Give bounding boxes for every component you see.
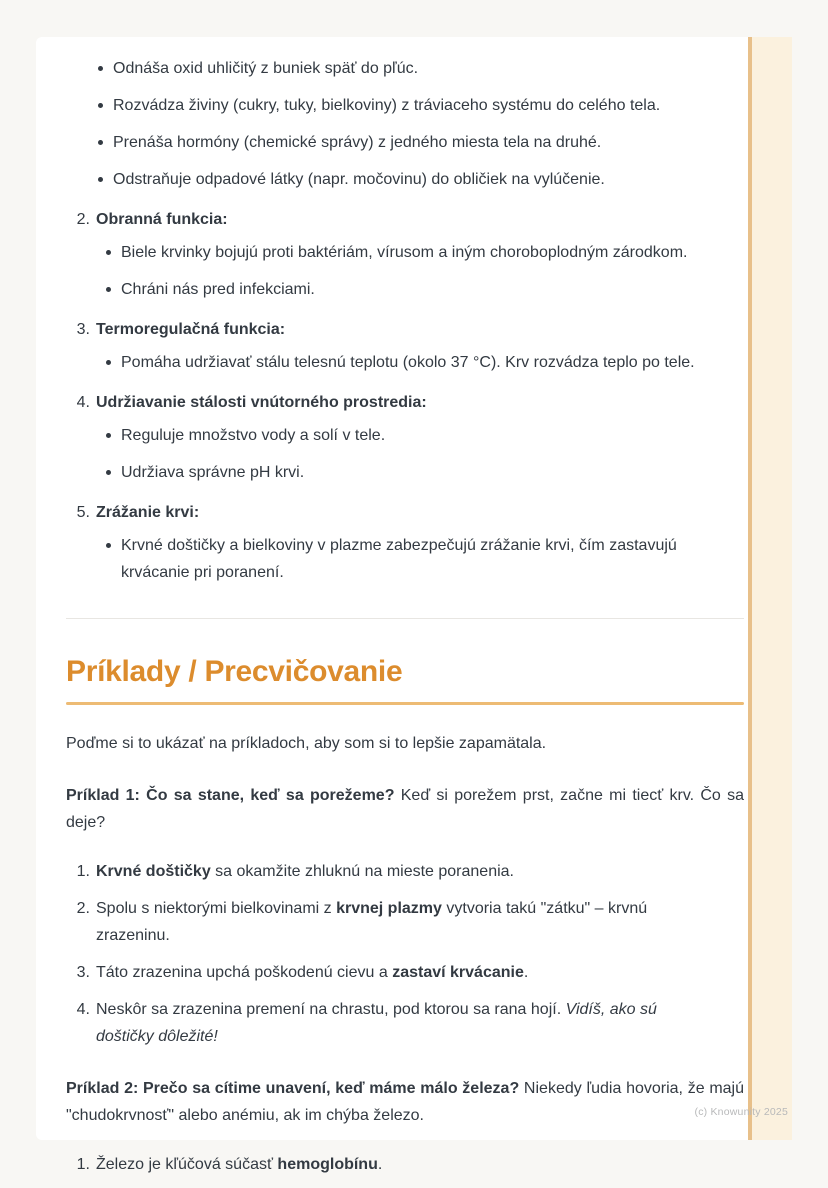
example2-question: Príklad 2: Prečo sa cítime unavení, keď máme málo železa? <box>66 1080 520 1097</box>
bullet-text: Pomáha udržiavať stálu telesnú teplotu (okolo 37 °C). Krv rozvádza teplo po tele. <box>121 354 695 371</box>
page-title: Príklady / Precvičovanie <box>66 655 403 688</box>
bullet-text: Biele krvinky bojujú proti baktériám, vírusom a iným choroboplodným zárodkom. <box>121 244 688 261</box>
bullet-item <box>106 459 744 486</box>
list-number: 1. <box>76 1156 90 1173</box>
bullet-icon <box>106 360 111 365</box>
bullet-icon <box>106 543 111 548</box>
bullet-item <box>106 349 744 376</box>
bullet-item <box>98 166 744 193</box>
step-item <box>66 959 744 986</box>
bullet-item <box>106 276 744 303</box>
bullet-item <box>98 55 744 82</box>
bullet-text: Udržiava správne pH krvi. <box>121 464 305 481</box>
example2-steps <box>66 1151 744 1178</box>
example1-lead <box>66 782 744 836</box>
function-item <box>66 316 744 376</box>
step-item <box>66 895 744 949</box>
function-title: Obranná funkcia: <box>96 211 228 228</box>
function-item <box>66 206 744 303</box>
bullet-text: Odstraňuje odpadové látky (napr. močovinu) do obličiek na vylúčenie. <box>113 171 605 188</box>
list-number: 3. <box>76 964 90 981</box>
bullet-item <box>106 532 744 586</box>
function-bullets <box>66 532 744 586</box>
step-item <box>66 996 744 1050</box>
section-divider <box>66 618 744 619</box>
bullet-text: Odnáša oxid uhličitý z buniek späť do pľúc. <box>113 60 419 77</box>
bullet-icon <box>106 433 111 438</box>
list-number: 5. <box>76 504 90 521</box>
bullet-icon <box>98 103 103 108</box>
bullet-icon <box>98 177 103 182</box>
bullet-item <box>98 92 744 119</box>
function-title-row <box>66 316 744 343</box>
step-text: Železo je kľúčová súčasť hemoglobínu. <box>96 1156 383 1173</box>
function-bullets <box>66 239 744 303</box>
function-title-row <box>66 206 744 233</box>
list-number: 2. <box>76 211 90 228</box>
function-item <box>66 389 744 486</box>
example1-answer: Keď si porežem prst, začne mi tiecť krv. Čo sa deje? <box>66 787 744 831</box>
bullet-text: Reguluje množstvo vody a solí v tele. <box>121 427 386 444</box>
document-page <box>36 37 792 1173</box>
function-title: Zrážanie krvi: <box>96 504 200 521</box>
bullet-icon <box>106 287 111 292</box>
step-item <box>66 1151 744 1178</box>
transport-function-bullets <box>66 55 744 193</box>
function-bullets <box>66 349 744 376</box>
bullet-icon <box>98 66 103 71</box>
list-number: 4. <box>76 394 90 411</box>
step-text: Krvné doštičky sa okamžite zhluknú na mieste poranenia. <box>96 863 514 880</box>
step-text: Spolu s niektorými bielkovinami z krvnej plazmy vytvoria takú "zátku" – krvnú zrazeninu. <box>96 900 648 944</box>
bullet-icon <box>98 140 103 145</box>
function-title-row <box>66 389 744 416</box>
heading-underline <box>66 702 744 705</box>
bullet-text: Prenáša hormóny (chemické správy) z jedného miesta tela na druhé. <box>113 134 602 151</box>
list-number: 1. <box>76 863 90 880</box>
bullet-text: Rozvádza živiny (cukry, tuky, bielkoviny) z tráviaceho systému do celého tela. <box>113 97 661 114</box>
function-title: Udržiavanie stálosti vnútorného prostredia: <box>96 394 427 411</box>
step-item <box>66 858 744 885</box>
example1-steps <box>66 858 744 1050</box>
function-bullets <box>66 422 744 486</box>
page-accent-strip <box>748 37 792 1140</box>
function-title-row <box>66 499 744 526</box>
example2-lead <box>66 1075 744 1129</box>
bullet-icon <box>106 470 111 475</box>
list-number: 4. <box>76 1001 90 1018</box>
section-intro: Poďme si to ukázať na príkladoch, aby som si to lepšie zapamätala. <box>66 735 547 752</box>
function-item <box>66 499 744 586</box>
step-text: Neskôr sa zrazenina premení na chrastu, pod ktorou sa rana hojí. Vidíš, ako sú doštičky dôležité! <box>96 1001 657 1045</box>
example2-answer: Niekedy ľudia hovoria, že majú "chudokrvnosť" alebo anémiu, ak im chýba železo. <box>66 1080 744 1124</box>
document-content <box>66 47 744 1188</box>
function-title: Termoregulačná funkcia: <box>96 321 286 338</box>
step-text: Táto zrazenina upchá poškodenú cievu a zastaví krvácanie. <box>96 964 529 981</box>
list-number: 3. <box>76 321 90 338</box>
bullet-item <box>106 422 744 449</box>
bullet-item <box>98 129 744 156</box>
list-number: 2. <box>76 900 90 917</box>
bullet-item <box>106 239 744 266</box>
bullet-icon <box>106 250 111 255</box>
copyright-watermark: (c) Knowunity 2025 <box>694 1106 788 1118</box>
bullet-text: Chráni nás pred infekciami. <box>121 281 315 298</box>
bullet-text: Krvné doštičky a bielkoviny v plazme zabezpečujú zrážanie krvi, čím zastavujú krvácanie pri poranení. <box>121 537 677 581</box>
example1-question: Príklad 1: Čo sa stane, keď sa porežeme? <box>66 787 395 804</box>
